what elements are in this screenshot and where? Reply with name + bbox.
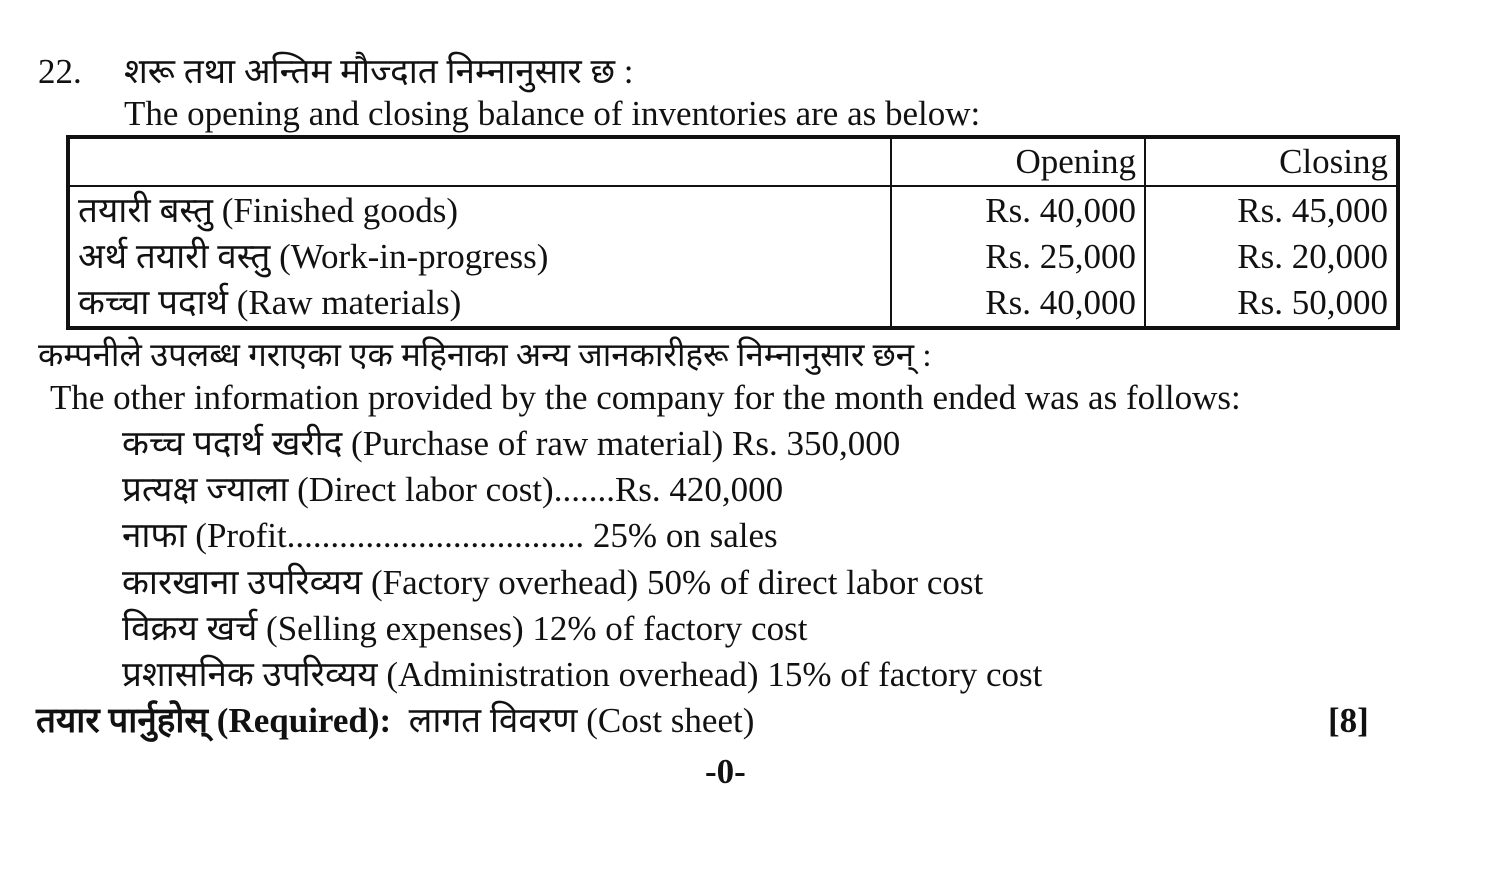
table-header-row [70, 139, 1396, 186]
info-item-purchase-raw-material: कच्च पदार्थ खरीद (Purchase of raw material) Rs. 350,000 [122, 424, 901, 463]
required-label: तयार पार्नुहोस् (Required): [36, 701, 392, 740]
row-opening-value: Rs. 40,000 [891, 280, 1145, 326]
row-label-work-in-progress: अर्थ तयारी वस्तु (Work-in-progress) [70, 233, 891, 279]
header-opening: Opening [891, 139, 1145, 186]
info-item-administration-overhead: प्रशासनिक उपरिव्यय (Administration overhead) 15% of factory cost [122, 654, 1043, 694]
row-closing-value: Rs. 45,000 [1237, 190, 1388, 230]
row-opening-value: Rs. 40,000 [891, 186, 1145, 233]
other-info-intro-nepali: कम्पनीले उपलब्ध गराएका एक महिनाका अन्य जानकारीहरू निम्नानुसार छन् : [38, 338, 932, 374]
row-label-raw-materials: कच्चा पदार्थ (Raw materials) [70, 280, 891, 326]
question-number: 22. [38, 52, 82, 91]
row-closing-value: Rs. 20,000 [1237, 237, 1388, 276]
marks-badge: [8] [1328, 701, 1369, 740]
row-closing-value: Rs. 50,000 [1237, 283, 1388, 323]
inventory-table [66, 135, 1400, 330]
question-title-english: The opening and closing balance of inventories are as below: [124, 94, 981, 133]
question-title-nepali: शरू तथा अन्तिम मौज्दात निम्नानुसार छ : [124, 52, 634, 91]
other-info-list [122, 421, 1042, 698]
info-item-direct-labor: प्रत्यक्ष ज्याला (Direct labor cost).......Rs. 420,000 [122, 470, 784, 510]
required-line [36, 699, 754, 743]
question-heading-nepali [38, 50, 633, 94]
row-opening-value: Rs. 25,000 [891, 233, 1145, 279]
table-row [70, 280, 1396, 326]
required-task: लागत विवरण (Cost sheet) [408, 701, 755, 740]
header-closing: Closing [1145, 139, 1396, 186]
info-item-profit: नाफा (Profit.................................. 25% on sales [122, 516, 778, 556]
table-row [70, 186, 1396, 233]
end-of-paper-mark: -0- [705, 752, 746, 791]
table-row [70, 233, 1396, 279]
row-label-finished-goods: तयारी बस्तु (Finished goods) [70, 186, 891, 233]
info-item-factory-overhead: कारखाना उपरिव्यय (Factory overhead) 50% of direct labor cost [122, 562, 984, 602]
header-label [70, 139, 891, 186]
other-info-intro-english: The other information provided by the company for the month ended was as follows: [50, 378, 1241, 417]
info-item-selling-expenses: विक्रय खर्च (Selling expenses) 12% of factory cost [122, 608, 808, 648]
